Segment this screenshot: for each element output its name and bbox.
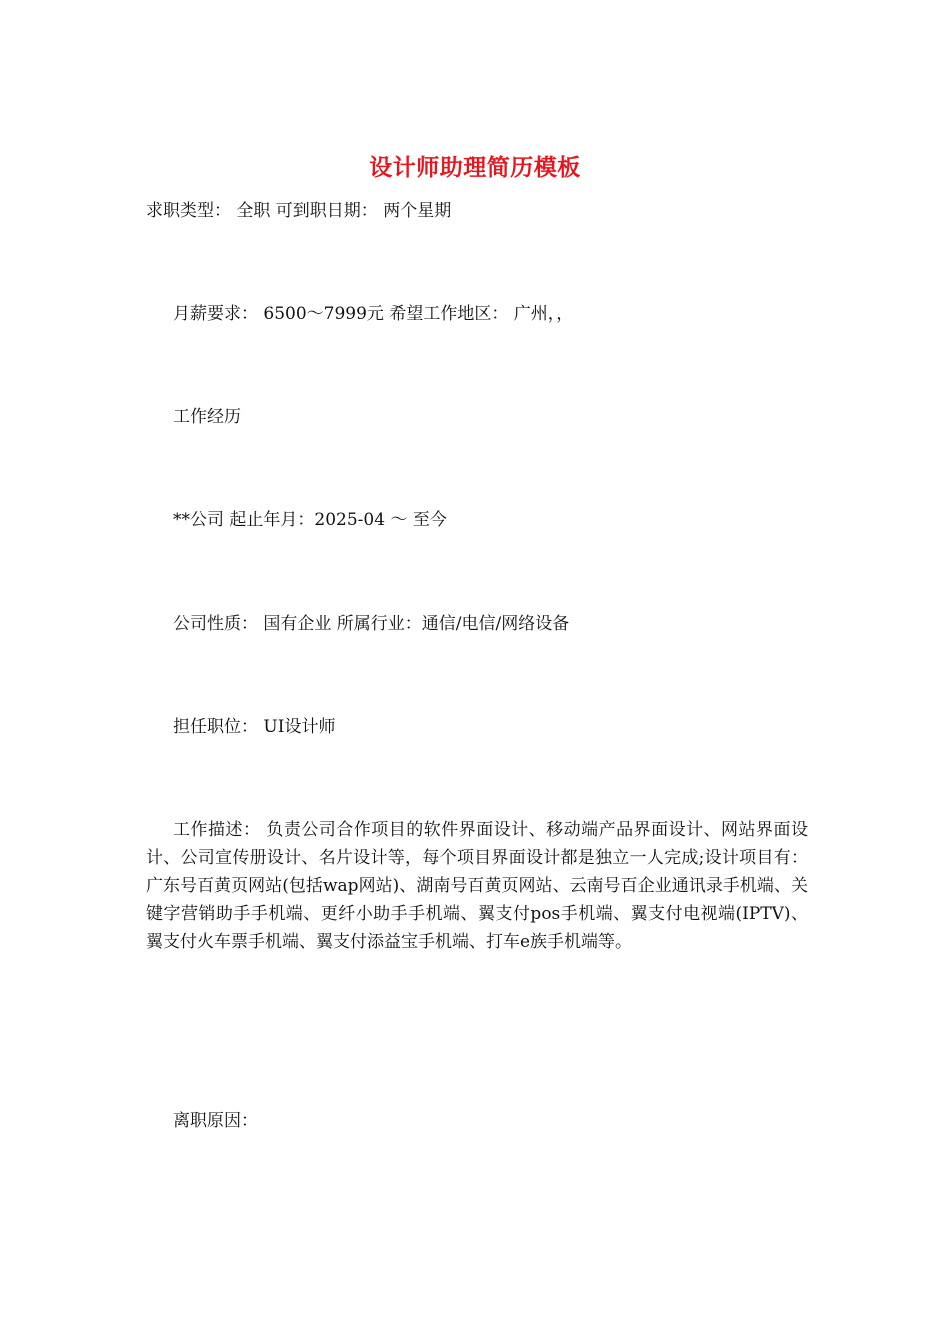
salary-line: 月薪要求： 6500～7999元 希望工作地区： 广州，， bbox=[173, 304, 574, 324]
leave-reason-line: 离职原因： bbox=[173, 1111, 258, 1131]
job-type-line: 求职类型： 全职 可到职日期： 两个星期 bbox=[146, 201, 452, 221]
company-nature-line: 公司性质： 国有企业 所属行业：通信/电信/网络设备 bbox=[173, 614, 570, 634]
work-experience-heading: 工作经历 bbox=[173, 407, 241, 427]
company-line: **公司 起止年月：2025-04 ～ 至今 bbox=[173, 510, 447, 530]
position-line: 担任职位： UI设计师 bbox=[173, 717, 336, 737]
document-title: 设计师助理简历模板 bbox=[369, 154, 581, 181]
job-description-paragraph: 工作描述： 负责公司合作项目的软件界面设计、移动端产品界面设计、网站界面设计、公司宣传册设计、名片设计等，每个项目界面设计都是独立一人完成;设计项目有：广东号百黄页网站(包括wap网站)、湖南号百黄页网站、云南号百企业通讯录手机端、关键字营销助手手机端、更纤小助手手机端、翼支付pos手机端、翼支付电视端(IPTV)、翼支付火车票手机端、翼支付添益宝手机端、打车e族手机端等。 bbox=[146, 820, 808, 952]
